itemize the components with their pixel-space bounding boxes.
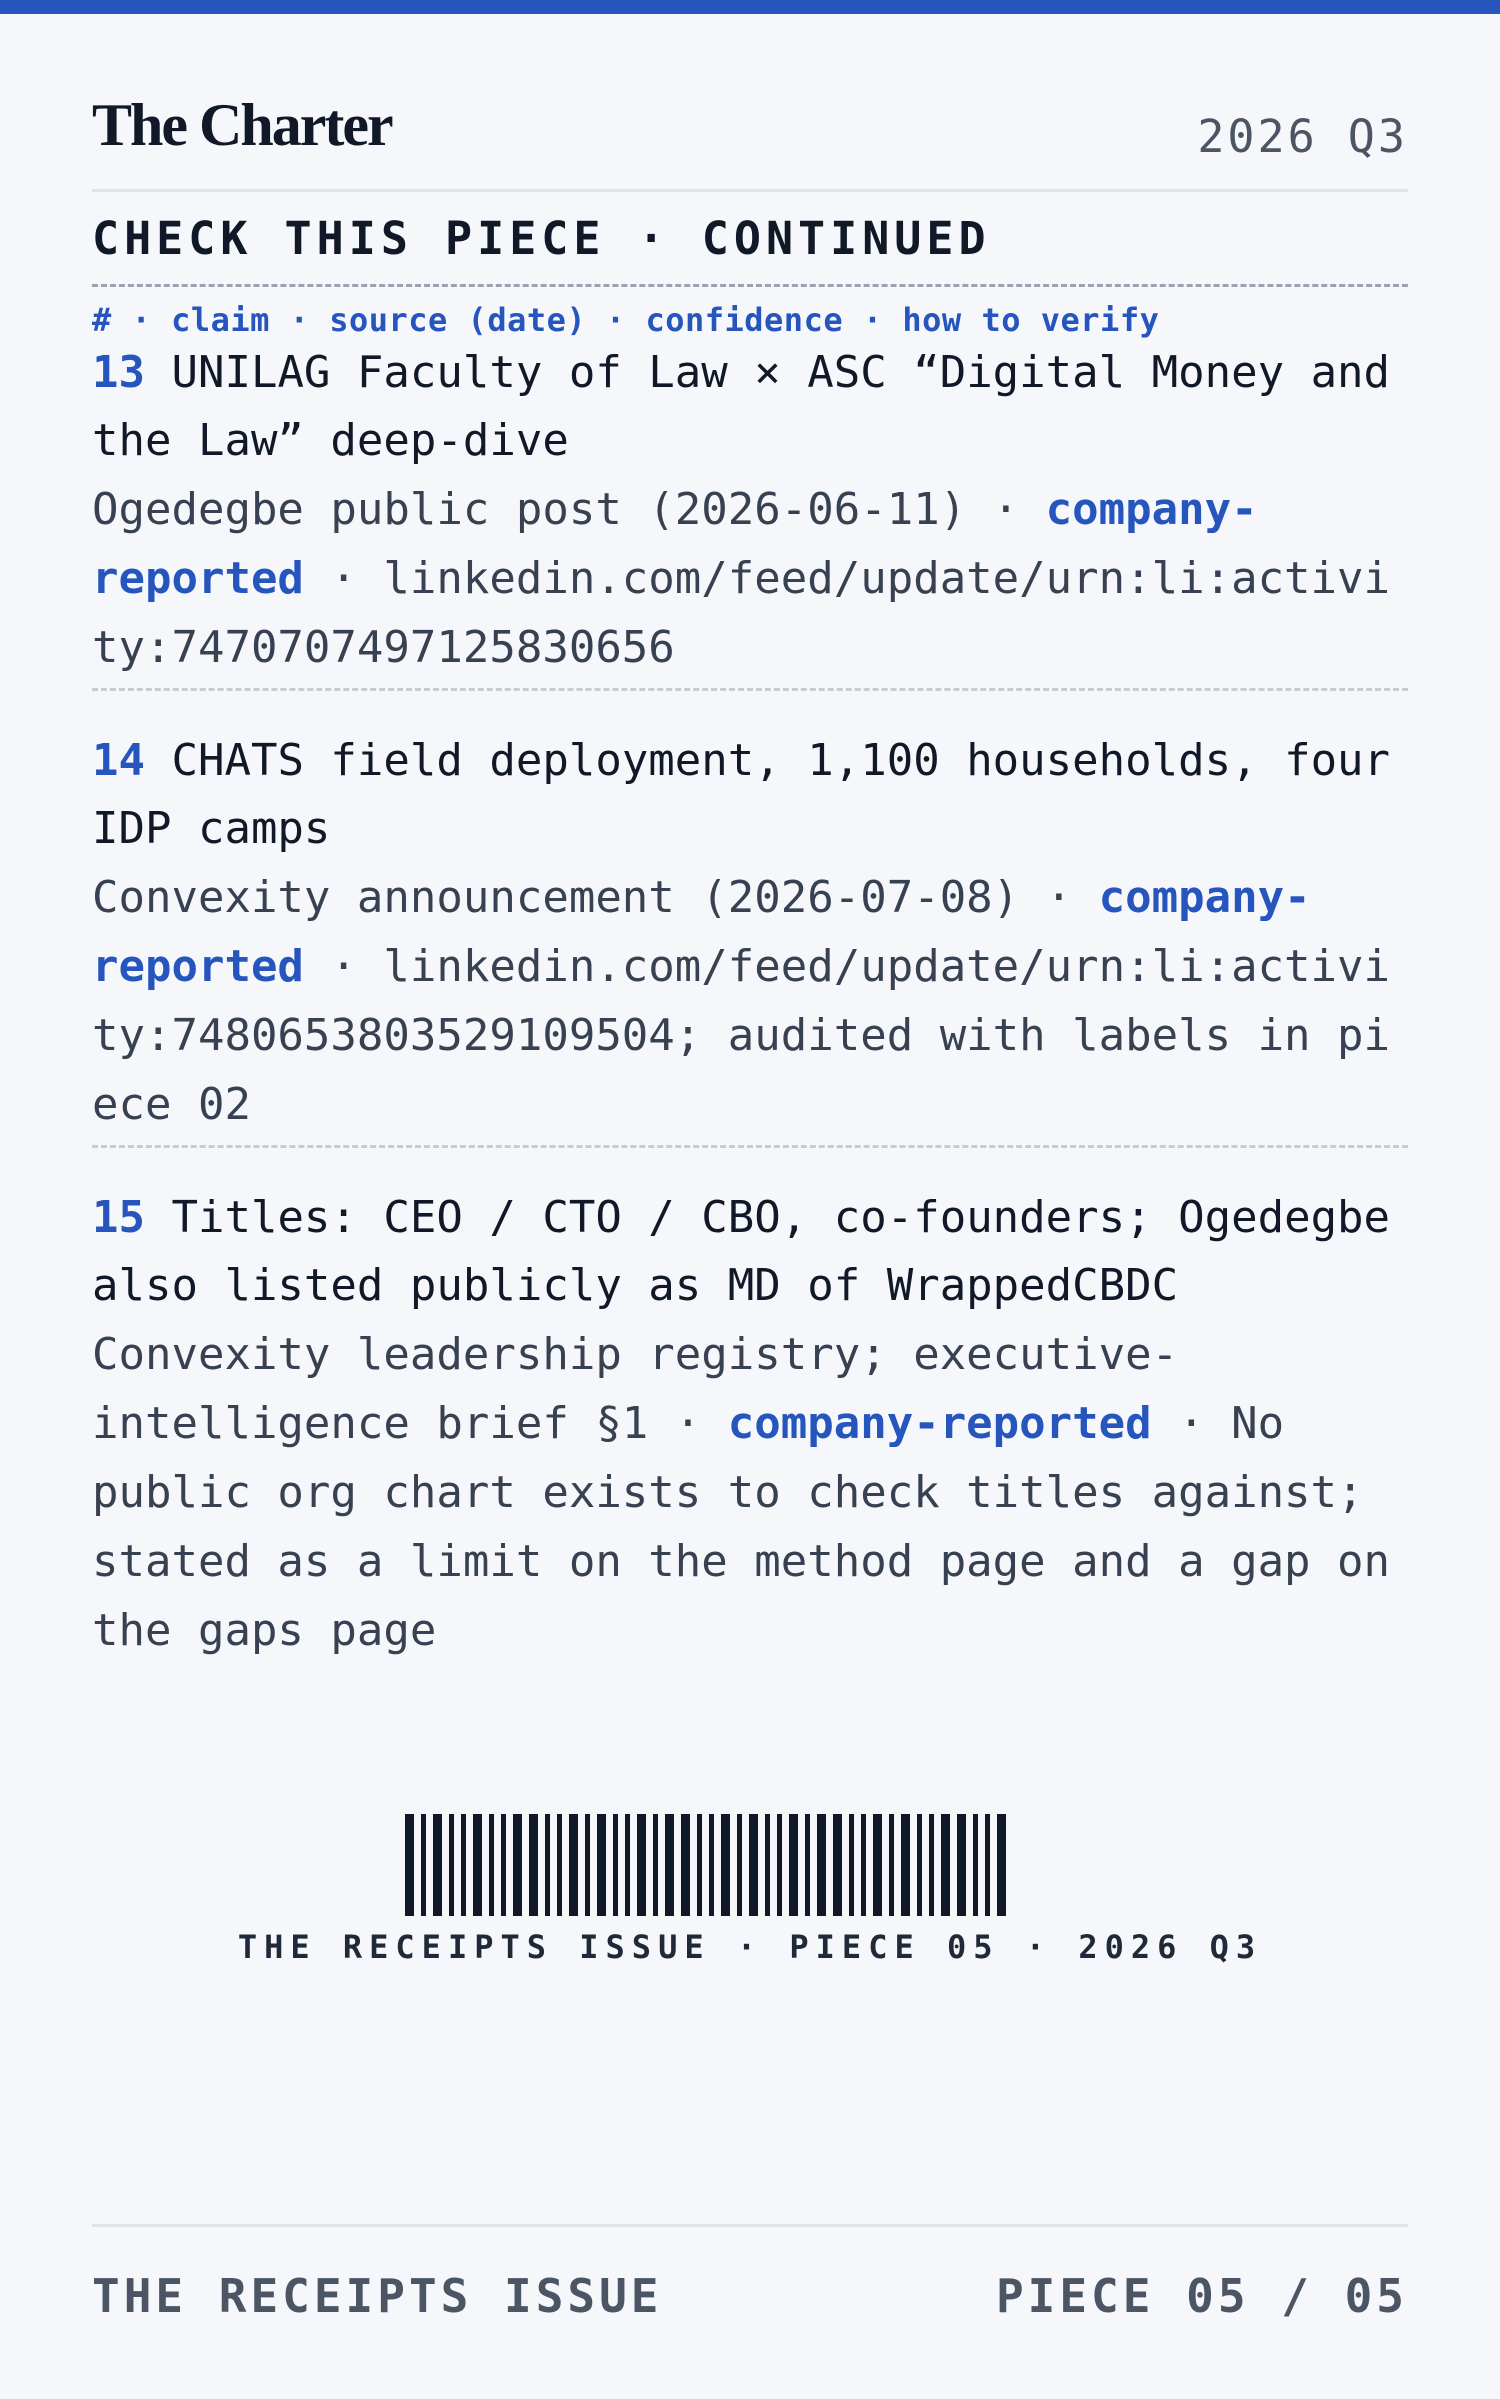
- barcode-block: [0, 1814, 1500, 1966]
- barcode-bar: [997, 1814, 1006, 1916]
- barcode-bar: [433, 1814, 442, 1916]
- barcode-bar: [929, 1814, 934, 1916]
- barcode-graphic: [405, 1814, 1095, 1916]
- barcode-caption: THE RECEIPTS ISSUE · PIECE 05 · 2026 Q3: [237, 1928, 1263, 1966]
- barcode-bar: [597, 1814, 606, 1916]
- barcode-bar: [833, 1814, 842, 1916]
- barcode-bar: [805, 1814, 810, 1916]
- footer-issue-name: THE RECEIPTS ISSUE: [92, 2269, 663, 2323]
- barcode-bar: [777, 1814, 782, 1916]
- page-footer: [92, 2224, 1408, 2323]
- barcode-bar: [473, 1814, 482, 1916]
- claim-text: [92, 727, 1408, 863]
- barcode-bar: [873, 1814, 882, 1916]
- barcode-bar: [681, 1814, 690, 1916]
- barcode-bar: [917, 1814, 922, 1916]
- barcode-bar: [637, 1814, 646, 1916]
- verify-text: · No public org chart exists to check titles against; stated as a limit on the method page and a gap on the gaps page: [92, 1398, 1391, 1657]
- source-text: Ogedegbe public post (2026-06-11) ·: [92, 484, 1046, 536]
- confidence-badge: company-reported: [727, 1398, 1152, 1450]
- barcode-bar: [957, 1814, 966, 1916]
- brand-logo: The Charter: [92, 92, 392, 158]
- claim-body: CHATS field deployment, 1,100 households, four IDP camps: [92, 735, 1391, 855]
- section-title: CHECK THIS PIECE · CONTINUED: [92, 212, 1408, 287]
- barcode-bar: [585, 1814, 590, 1916]
- barcode-bar: [513, 1814, 522, 1916]
- barcode-bar: [789, 1814, 798, 1916]
- barcode-bar: [625, 1814, 630, 1916]
- barcode-bar: [569, 1814, 578, 1916]
- claim-number: 15: [92, 1192, 145, 1244]
- barcode-bar: [737, 1814, 742, 1916]
- claim-number: 14: [92, 735, 145, 787]
- barcode-bar: [697, 1814, 702, 1916]
- barcode-bar: [721, 1814, 730, 1916]
- claim-body: Titles: CEO / CTO / CBO, co-founders; Ogedegbe also listed publicly as MD of WrappedCBDC: [92, 1192, 1391, 1312]
- claim-entry-13: [92, 339, 1408, 691]
- barcode-bar: [861, 1814, 866, 1916]
- top-accent-bar: [0, 0, 1500, 14]
- source-line: [92, 1320, 1408, 1665]
- claim-text: [92, 1184, 1408, 1320]
- barcode-bar: [489, 1814, 494, 1916]
- barcode-bar: [653, 1814, 658, 1916]
- issue-label: 2026 Q3: [1197, 110, 1408, 163]
- page-content: [92, 14, 1408, 1665]
- claim-body: UNILAG Faculty of Law × ASC “Digital Money and the Law” deep-dive: [92, 347, 1391, 467]
- verify-text: · linkedin.com/feed/update/urn:li:activity:7470707497125830656: [92, 553, 1391, 674]
- source-line: [92, 475, 1408, 682]
- source-text: Convexity announcement (2026-07-08) ·: [92, 872, 1099, 924]
- claim-number: 13: [92, 347, 145, 399]
- barcode-bar: [501, 1814, 506, 1916]
- barcode-bar: [709, 1814, 714, 1916]
- barcode-bar: [889, 1814, 894, 1916]
- barcode-bar: [461, 1814, 466, 1916]
- source-line: [92, 863, 1408, 1139]
- barcode-bar: [545, 1814, 550, 1916]
- column-legend: # · claim · source (date) · confidence · how to verify: [92, 301, 1160, 339]
- barcode-bar: [765, 1814, 770, 1916]
- barcode-bar: [529, 1814, 538, 1916]
- barcode-bar: [405, 1814, 414, 1916]
- source-text: Convexity leadership registry; executive-intelligence brief §1 ·: [92, 1329, 1179, 1450]
- claim-entry-15: [92, 1148, 1408, 1665]
- barcode-bar: [557, 1814, 562, 1916]
- barcode-bar: [817, 1814, 826, 1916]
- barcode-bar: [985, 1814, 990, 1916]
- barcode-bar: [941, 1814, 950, 1916]
- masthead: [92, 14, 1408, 192]
- barcode-bar: [613, 1814, 618, 1916]
- barcode-bar: [749, 1814, 758, 1916]
- claim-text: [92, 339, 1408, 475]
- barcode-bar: [421, 1814, 426, 1916]
- confidence-badge: company-reported: [92, 872, 1311, 993]
- verify-text: · linkedin.com/feed/update/urn:li:activity:7480653803529109504; audited with labels in piece 02: [92, 941, 1391, 1131]
- claim-entry-14: [92, 691, 1408, 1148]
- barcode-bar: [665, 1814, 674, 1916]
- barcode-bar: [449, 1814, 454, 1916]
- confidence-badge: company-reported: [92, 484, 1258, 605]
- barcode-bar: [901, 1814, 910, 1916]
- barcode-bar: [849, 1814, 854, 1916]
- footer-page-number: PIECE 05 / 05: [995, 2269, 1408, 2323]
- barcode-bar: [973, 1814, 978, 1916]
